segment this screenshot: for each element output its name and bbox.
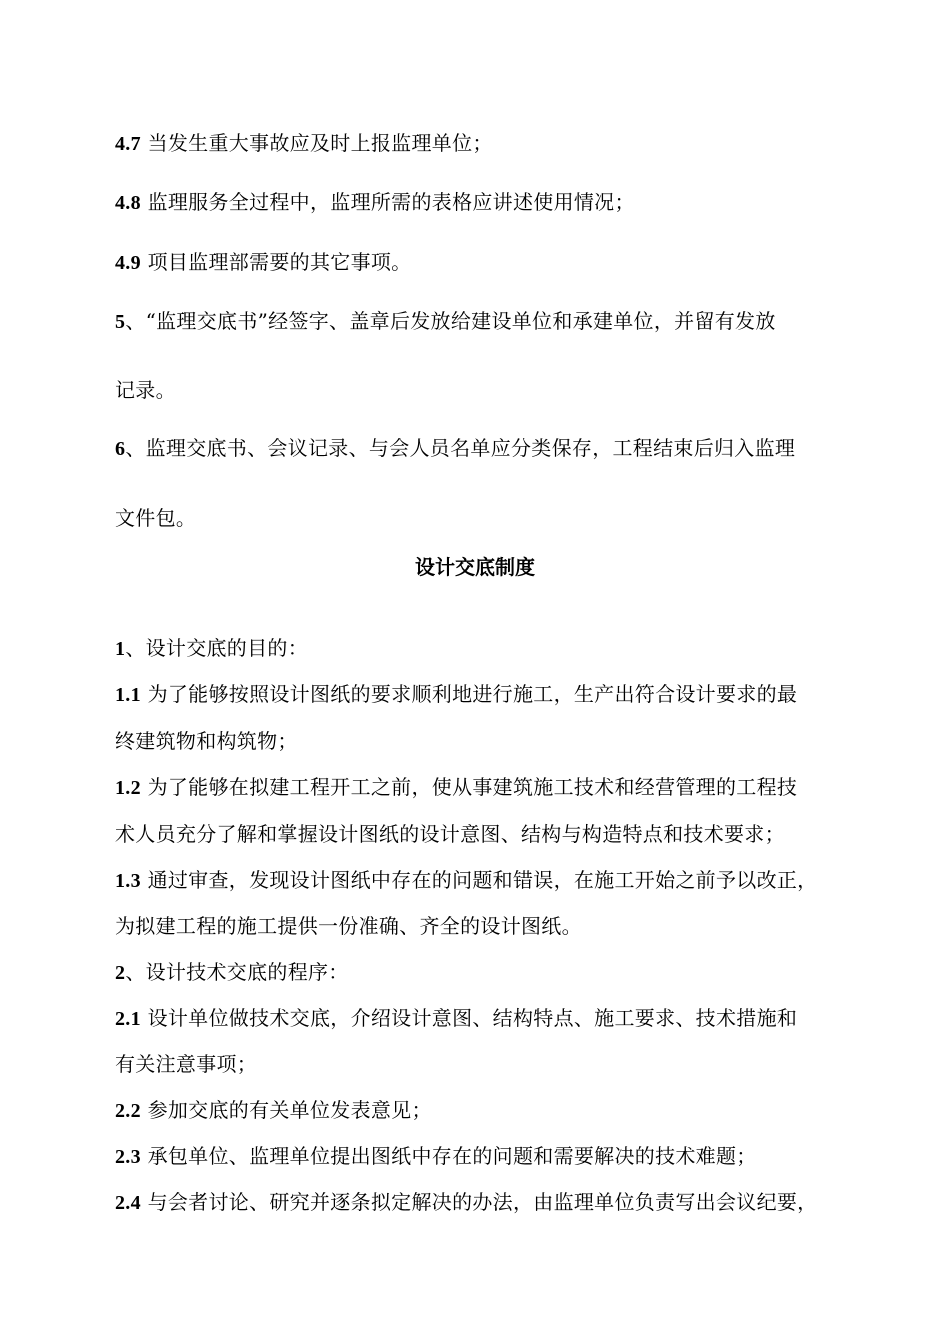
- paragraph-4-7: [115, 129, 885, 158]
- paragraph-2-1: [115, 1004, 885, 1033]
- paragraph-4-9: [115, 248, 885, 277]
- item-text: 参加交底的有关单位发表意见；: [140, 1098, 432, 1122]
- item-number: 1: [115, 638, 126, 660]
- paragraph-2-1-continued: [115, 1050, 885, 1079]
- item-number: 6: [115, 438, 126, 460]
- paragraph-6: [115, 434, 885, 463]
- item-number: 1.2: [115, 777, 141, 799]
- paragraph-4-8: [115, 188, 885, 217]
- item-number: 2.2: [115, 1100, 141, 1122]
- paragraph-2: [115, 958, 885, 987]
- item-text: 文件包。: [115, 506, 197, 530]
- paragraph-1-2: [115, 773, 885, 802]
- item-number: 4.7: [115, 133, 141, 155]
- item-text: 监理服务全过程中，监理所需的表格应讲述使用情况；: [140, 190, 635, 214]
- section-title: 设计交底制度: [415, 555, 535, 579]
- item-number: 2.3: [115, 1146, 141, 1168]
- item-number: 5: [115, 311, 126, 333]
- item-text: 通过审查，发现设计图纸中存在的问题和错误，在施工开始之前予以改正，: [140, 868, 818, 892]
- item-text: 术人员充分了解和掌握设计图纸的设计意图、结构与构造特点和技术要求；: [115, 822, 785, 846]
- paragraph-1-3: [115, 866, 885, 895]
- item-text: 与会者讨论、研究并逐条拟定解决的办法，由监理单位负责写出会议纪要，: [140, 1190, 818, 1214]
- item-number: 1.1: [115, 684, 141, 706]
- item-text: 、监理交底书、会议记录、与会人员名单应分类保存，工程结束后归入监理: [125, 436, 796, 460]
- item-number: 4.9: [115, 252, 141, 274]
- paragraph-1-3-continued: [115, 912, 885, 941]
- paragraph-1-1-continued: [115, 727, 885, 756]
- item-number: 1.3: [115, 870, 141, 892]
- paragraph-1-1: [115, 680, 885, 709]
- paragraph-1-2-continued: [115, 820, 885, 849]
- item-number: 4.8: [115, 192, 141, 214]
- item-text: 、“监理交底书”经签字、盖章后发放给建设单位和承建单位，并留有发放: [125, 309, 776, 333]
- item-text: 、设计技术交底的程序：: [125, 960, 349, 984]
- paragraph-2-4: [115, 1188, 885, 1217]
- item-text: 有关注意事项；: [115, 1052, 258, 1076]
- item-number: 2: [115, 962, 126, 984]
- paragraph-2-2: [115, 1096, 885, 1125]
- paragraph-2-3: [115, 1142, 885, 1171]
- paragraph-5-continued: [115, 376, 885, 405]
- item-text: 为拟建工程的施工提供一份准确、齐全的设计图纸。: [115, 914, 582, 938]
- item-text: 当发生重大事故应及时上报监理单位；: [140, 131, 493, 155]
- item-text: 为了能够在拟建工程开工之前，使从事建筑施工技术和经营管理的工程技: [140, 775, 798, 799]
- item-text: 为了能够按照设计图纸的要求顺利地进行施工，生产出符合设计要求的最: [140, 682, 798, 706]
- item-text: 、设计交底的目的：: [125, 636, 309, 660]
- paragraph-6-continued: [115, 504, 885, 533]
- item-text: 记录。: [115, 378, 176, 402]
- paragraph-1: [115, 634, 885, 663]
- item-text: 项目监理部需要的其它事项。: [140, 250, 412, 274]
- item-text: 承包单位、监理单位提出图纸中存在的问题和需要解决的技术难题；: [140, 1144, 757, 1168]
- item-number: 2.4: [115, 1192, 141, 1214]
- item-text: 设计单位做技术交底，介绍设计意图、结构特点、施工要求、技术措施和: [140, 1006, 798, 1030]
- item-number: 2.1: [115, 1008, 141, 1030]
- item-text: 终建筑物和构筑物；: [115, 729, 298, 753]
- paragraph-5: [115, 307, 885, 336]
